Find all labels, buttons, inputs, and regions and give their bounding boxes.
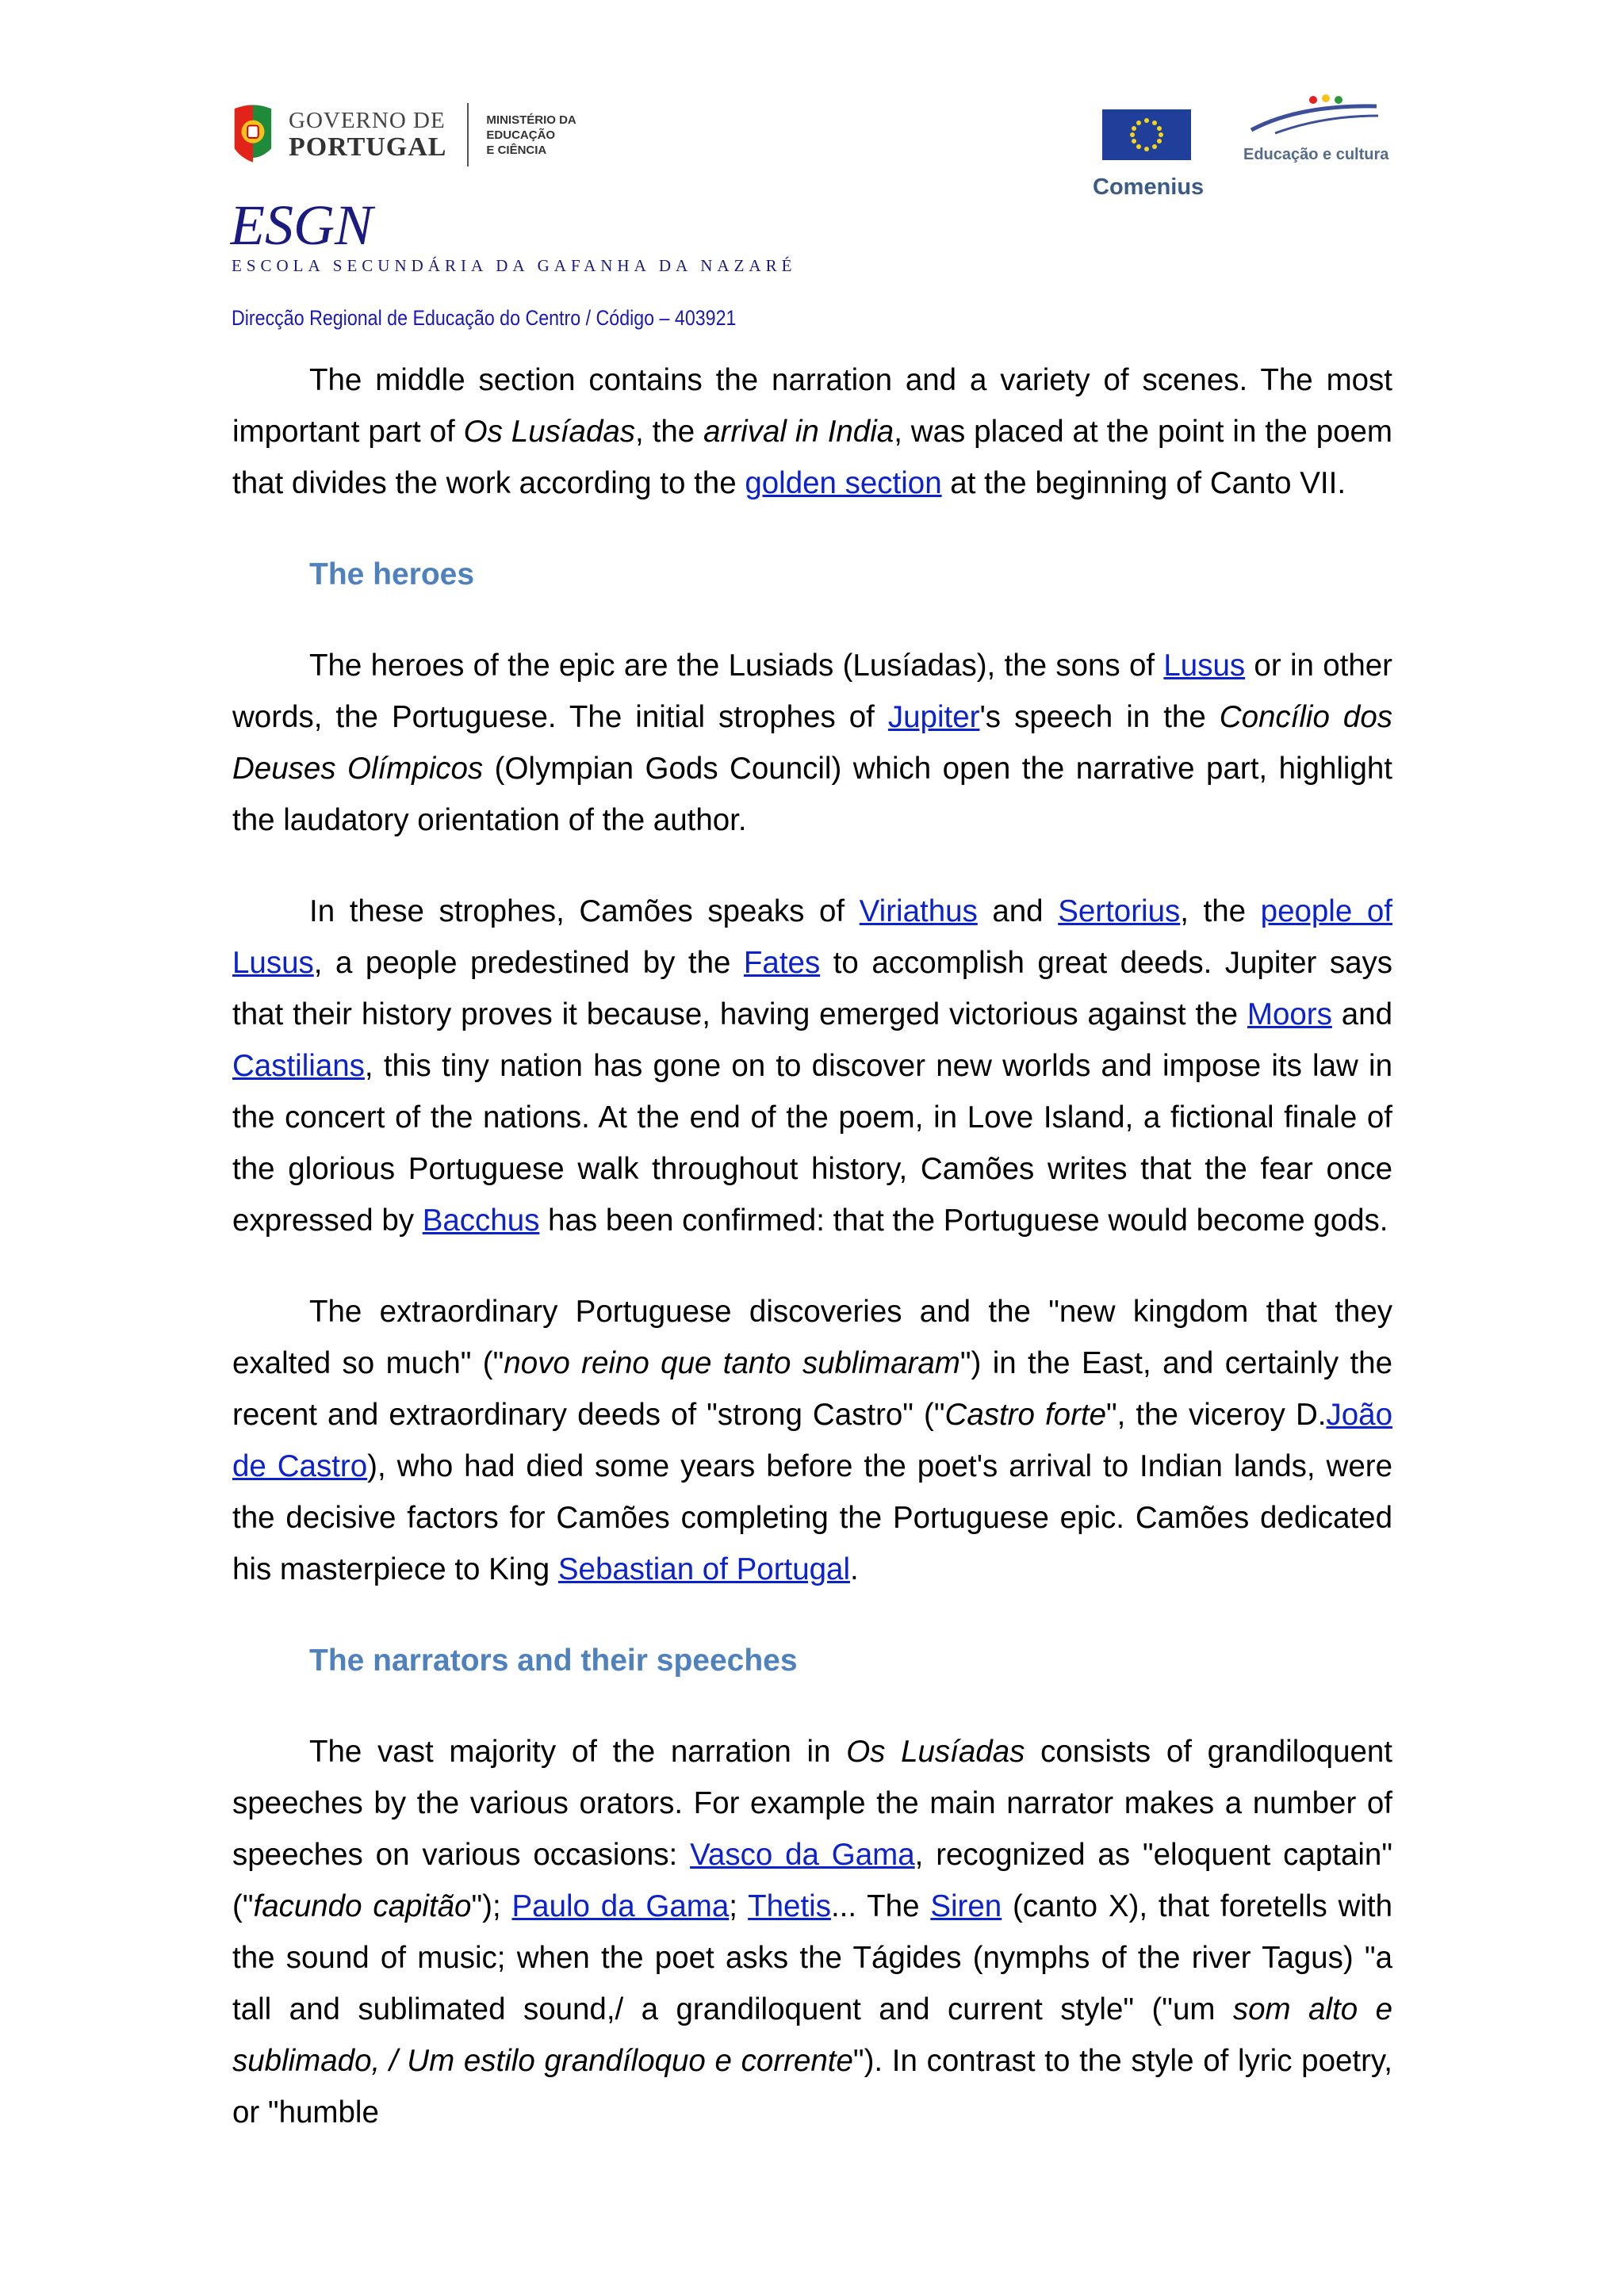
link-jupiter[interactable]: Jupiter — [887, 700, 980, 734]
link-castilians[interactable]: Castilians — [232, 1049, 365, 1083]
italic-text: Castro forte — [944, 1398, 1106, 1432]
text: ; — [729, 1889, 749, 1923]
link-joao-de-castro[interactable]: João de Castro — [232, 1398, 1392, 1483]
school-name: ESCOLA SECUNDÁRIA DA GAFANHA DA NAZARÉ — [232, 256, 797, 275]
text: or in other words, the Portuguese. The initial strophes of — [232, 649, 1392, 734]
text: (canto X), that foretells with the sound of music; when the poet asks the Tágides (nymphs of the river Tagus) "a tall and sublimated sound,/ a grandiloquent and current style" ("um — [232, 1889, 1393, 2026]
link-people-of-lusus[interactable]: people of Lusus — [232, 894, 1392, 980]
italic-text: som alto e sublimado, / Um estilo grandíloquo e corrente — [232, 1992, 1392, 2078]
link-sertorius[interactable]: Sertorius — [1058, 894, 1181, 928]
italic-text: Os Lusíadas — [846, 1735, 1025, 1769]
ministry-line2: E CIÊNCIA — [486, 143, 547, 157]
gov-line2: PORTUGAL — [289, 132, 447, 162]
text: ", the viceroy D. — [1106, 1398, 1327, 1432]
text: , a people predestined by the — [313, 946, 744, 980]
text: The middle section contains the narration and a variety of scenes. The most important part of — [232, 363, 1392, 449]
logo-divider — [467, 103, 469, 166]
text: . — [850, 1552, 859, 1586]
text: The heroes of the epic are the Lusiads (Lusíadas), the sons of — [309, 649, 1164, 683]
text: In these strophes, Camões speaks of — [309, 894, 860, 928]
educacao-cultura-logo — [1243, 94, 1410, 173]
link-paulo-da-gama[interactable]: Paulo da Gama — [511, 1889, 730, 1923]
comenius-label: Comenius — [1093, 174, 1205, 200]
link-golden-section[interactable]: golden section — [745, 466, 942, 500]
italic-text: novo reino que tanto sublimaram — [504, 1346, 960, 1380]
region-code-line: Direcção Regional de Educação do Centro / Código – 403921 — [232, 306, 737, 330]
italic-text: arrival in India — [703, 415, 894, 449]
text: 's speech in the — [979, 700, 1220, 734]
text: at the beginning of Canto VII. — [941, 466, 1346, 500]
text: consists of grandiloquent speeches by the various orators. For example the main narrator makes a number of speeches on various occasions: — [232, 1735, 1393, 1872]
text: has been confirmed: that the Portuguese would become gods. — [539, 1203, 1388, 1238]
document-body — [232, 354, 1392, 2178]
text: to accomplish great deeds. Jupiter says that their history proves it because, having emerged victorious against the — [232, 946, 1392, 1031]
text: and — [977, 894, 1059, 928]
eu-flag-icon — [1102, 109, 1191, 160]
text: "). In contrast to the style of lyric poetry, or "humble — [232, 2044, 1392, 2130]
text: ") in the East, and certainly the recent and extraordinary deeds of "strong Castro" (" — [232, 1346, 1392, 1432]
link-moors[interactable]: Moors — [1247, 997, 1332, 1031]
text: , the — [635, 415, 704, 449]
link-vasco-da-gama[interactable]: Vasco da Gama — [690, 1838, 915, 1872]
governo-de-portugal-logo — [230, 101, 642, 168]
text: "); — [471, 1889, 512, 1923]
text: The extraordinary Portuguese discoveries and the "new kingdom that they exalted so much" (" — [232, 1295, 1392, 1380]
heading-narrators: The narrators and their speeches — [309, 1644, 798, 1678]
paragraph-narrators — [232, 1726, 1392, 2138]
paragraph-middle-section — [232, 354, 1392, 509]
link-lusus[interactable]: Lusus — [1163, 649, 1246, 683]
text: ... The — [830, 1889, 931, 1923]
italic-text: Os Lusíadas — [463, 415, 636, 449]
text: The vast majority of the narration in — [309, 1735, 847, 1769]
paragraph-discoveries — [232, 1286, 1392, 1595]
gov-line1: GOVERNO DE — [289, 108, 446, 133]
paragraph-heroes — [232, 640, 1392, 846]
edu-cultura-label: Educação e cultura — [1243, 146, 1389, 163]
link-viriathus[interactable]: Viriathus — [859, 894, 978, 928]
text: , was placed at the point in the poem that divides the work according to the — [232, 415, 1393, 500]
text: and — [1331, 997, 1392, 1031]
text: , this tiny nation has gone on to discover new worlds and impose its law in the concert of the nations. At the end of the poem, in Love Island, a fictional finale of the glorious Portuguese walk throughout history, Camões writes that the fear once expressed by — [232, 1049, 1392, 1238]
comenius-logo — [1093, 109, 1220, 205]
text: , the — [1180, 894, 1261, 928]
heading-the-heroes: The heroes — [309, 557, 475, 591]
esgn-logo — [230, 197, 468, 252]
link-bacchus[interactable]: Bacchus — [422, 1203, 540, 1238]
link-fates[interactable]: Fates — [743, 946, 821, 980]
esgn-logo-text: ESGN — [230, 197, 373, 252]
text: , recognized as "eloquent captain" (" — [232, 1838, 1392, 1923]
link-siren[interactable]: Siren — [930, 1889, 1002, 1923]
italic-text: facundo capitão — [253, 1889, 472, 1923]
education-culture-icon — [1243, 94, 1386, 141]
text: (Olympian Gods Council) which open the narrative part, highlight the laudatory orientation of the author. — [232, 752, 1392, 837]
text: ), who had died some years before the poet's arrival to Indian lands, were the decisive factors for Camões completing the Portuguese epic. Camões dedicated his masterpiece to King — [232, 1449, 1392, 1586]
portugal-emblem-icon — [230, 101, 274, 168]
link-thetis[interactable]: Thetis — [748, 1889, 831, 1923]
italic-text: Concílio dos Deuses Olímpicos — [232, 700, 1392, 786]
link-sebastian-of-portugal[interactable]: Sebastian of Portugal — [557, 1552, 851, 1586]
paragraph-strophes — [232, 886, 1392, 1246]
ministry-line1: MINISTÉRIO DA EDUCAÇÃO — [486, 113, 576, 142]
